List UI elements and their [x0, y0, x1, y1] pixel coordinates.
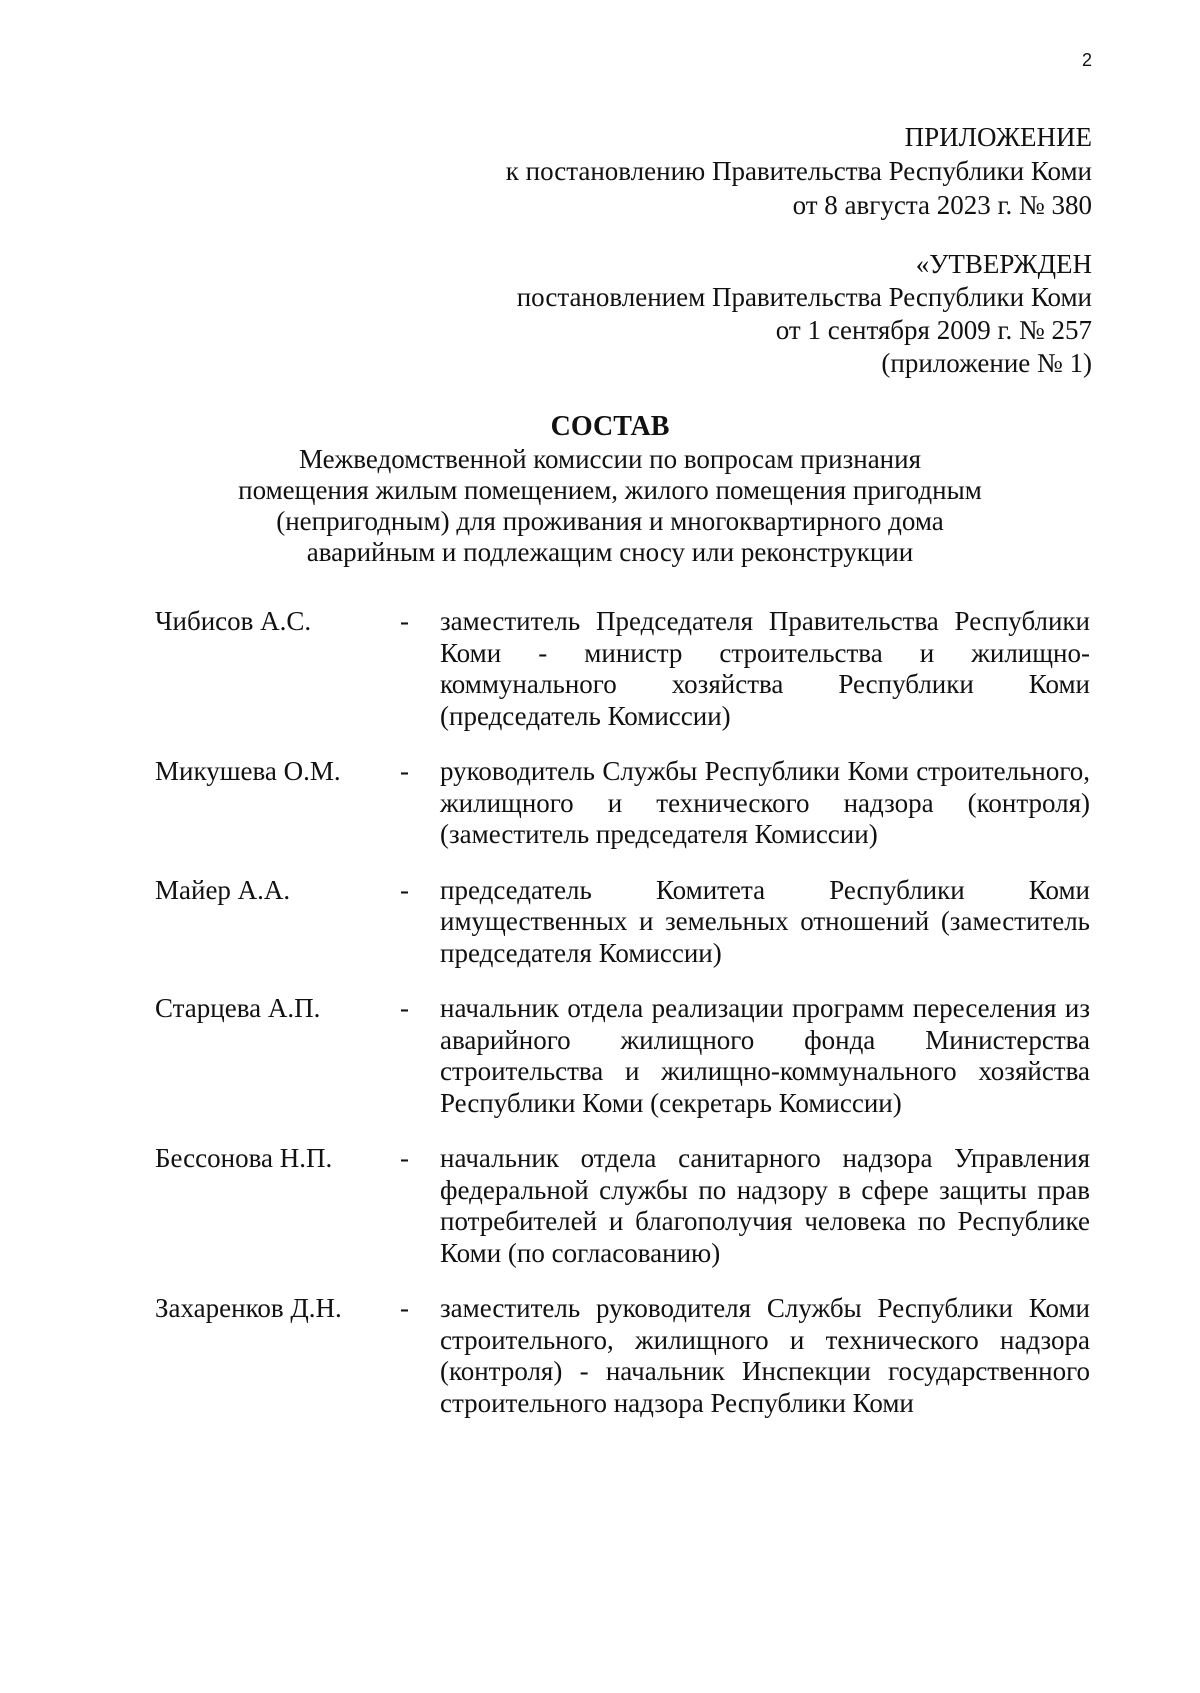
member-role: заместитель руководителя Службы Республики Коми строительного, жилищного и технического надзора (контроля) - начальник Инспекции государственного строительного надзора Республики Коми [440, 1293, 1090, 1418]
approved-heading: «УТВЕРЖДЕН [915, 249, 1092, 279]
member-row [155, 993, 1090, 1119]
member-role: заместитель Председателя Правительства Республики Коми - министр строительства и жилищно-коммунального хозяйства Республики Коми (председатель Комиссии) [440, 606, 1090, 731]
appendix-heading: ПРИЛОЖЕНИЕ [904, 122, 1092, 152]
page-number: 2 [1081, 50, 1092, 70]
document-subtitle-line: аварийным и подлежащим сносу или реконструкции [306, 537, 914, 567]
member-name: Чибисов А.С. [155, 606, 312, 636]
member-name: Старцева А.П. [155, 993, 321, 1023]
appendix-block [506, 120, 1092, 222]
appendix-date: от 8 августа 2023 г. № 380 [792, 190, 1092, 220]
document-subtitle-line: (непригодным) для проживания и многоквартирного дома [276, 506, 944, 536]
member-dash: - [400, 1143, 409, 1173]
member-name: Майер А.А. [155, 874, 291, 905]
member-row [155, 606, 1090, 732]
member-role: руководитель Службы Республики Коми строительного, жилищного и технического надзора (контроля) (заместитель председателя Комиссии) [440, 756, 1090, 849]
appendix-reference: к постановлению Правительства Республики Коми [505, 156, 1092, 186]
member-row [155, 1143, 1090, 1269]
document-subtitle-line: помещения жилым помещением, жилого помещения пригодным [238, 475, 982, 505]
member-row [155, 1293, 1090, 1419]
member-role: начальник отдела санитарного надзора Управления федеральной службы по надзору в сфере защиты прав потребителей и благополучия человека по Республике Коми (по согласованию) [440, 1143, 1090, 1268]
member-dash: - [400, 993, 409, 1023]
member-dash: - [400, 606, 409, 636]
document-subtitle-line: Межведомственной комиссии по вопросам признания [299, 444, 921, 474]
member-dash: - [400, 874, 409, 905]
document-title: СОСТАВ [550, 411, 670, 442]
title-block [160, 410, 1060, 568]
approved-appendix-number: (приложение № 1) [881, 348, 1092, 378]
member-row [155, 875, 1090, 970]
member-role: начальник отдела реализации программ переселения из аварийного жилищного фонда Министерства строительства и жилищно-коммунального хозяйства Республики Коми (секретарь Комиссии) [440, 993, 1090, 1118]
approved-reference: постановлением Правительства Республики Коми [516, 282, 1092, 312]
member-name: Микушева О.М. [155, 756, 341, 786]
member-name: Захаренков Д.Н. [155, 1293, 342, 1323]
member-dash: - [400, 1293, 409, 1323]
approved-block [517, 248, 1092, 380]
members-list [155, 606, 1090, 1443]
member-dash: - [400, 756, 409, 786]
member-role: председатель Комитета Республики Коми имущественных и земельных отношений (заместитель председателя Комиссии) [440, 874, 1090, 968]
approved-date: от 1 сентября 2009 г. № 257 [775, 315, 1092, 345]
member-row [155, 756, 1090, 851]
member-name: Бессонова Н.П. [155, 1143, 333, 1173]
